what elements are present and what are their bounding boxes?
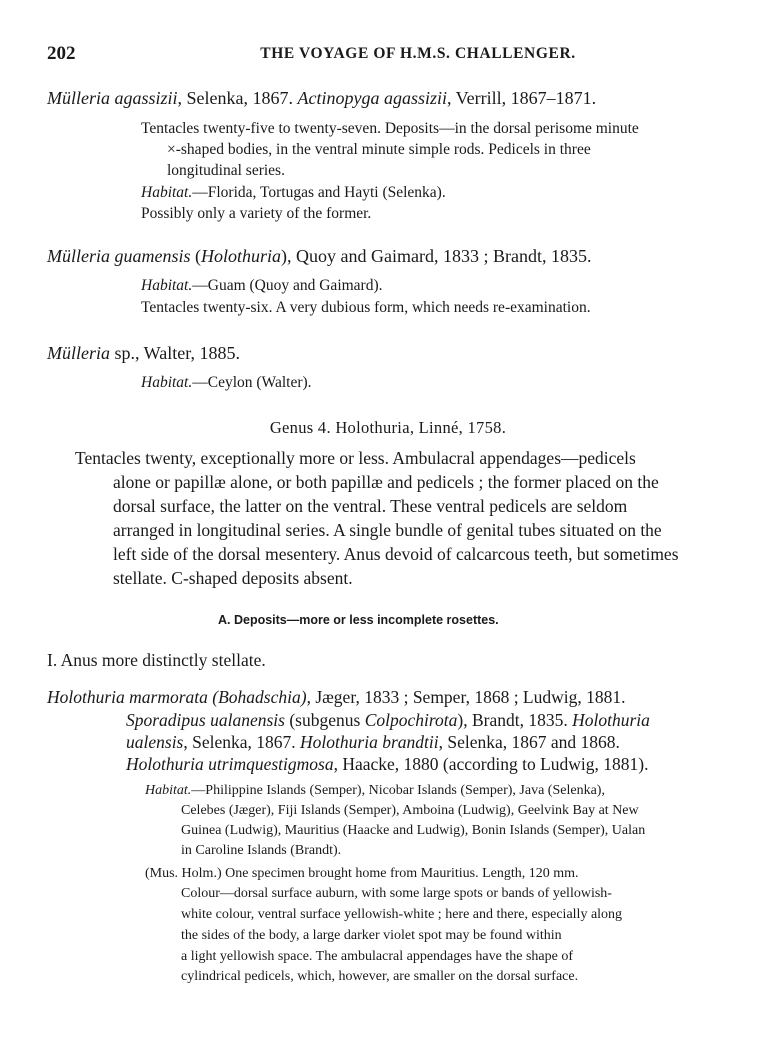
entry-line: longitudinal series. — [167, 162, 285, 179]
specimen-line: Colour—dorsal surface auburn, with some large spots or bands of yellowish- — [181, 886, 612, 901]
synonym-line: Holothuria utrimquestigmosa, Haacke, 1880 (according to Ludwig, 1881). — [126, 754, 649, 774]
habitat-line: Habitat.—Ceylon (Walter). — [141, 374, 312, 391]
genus-line: Tentacles twenty, exceptionally more or less. Ambulacral appendages—pedicels — [75, 448, 636, 468]
species-title: Holothuria marmorata (Bohadschia), Jæger, 1833 ; Semper, 1868 ; Ludwig, 1881. — [47, 687, 626, 707]
synonym-line: Sporadipus ualanensis (subgenus Colpochirota), Brandt, 1835. Holothuria — [126, 710, 650, 730]
entry-note: Possibly only a variety of the former. — [141, 205, 372, 222]
habitat-line: in Caroline Islands (Brandt). — [181, 843, 342, 858]
subsection-heading: I. Anus more distinctly stellate. — [47, 650, 266, 670]
genus-line: stellate. C-shaped deposits absent. — [113, 568, 353, 588]
entry-title-guamensis: Mülleria guamensis (Holothuria), Quoy and Gaimard, 1833 ; Brandt, 1835. — [47, 246, 592, 266]
specimen-line: cylindrical pedicels, which, however, are smaller on the dorsal surface. — [181, 969, 579, 984]
entry-line: Tentacles twenty-five to twenty-seven. Deposits—in the dorsal perisome minute — [141, 120, 639, 137]
entry-title-sp: Mülleria sp., Walter, 1885. — [47, 343, 240, 363]
specimen-line: (Mus. Holm.) One specimen brought home from Mauritius. Length, 120 mm. — [145, 866, 579, 881]
habitat-line: Habitat.—Florida, Tortugas and Hayti (Selenka). — [141, 184, 446, 201]
habitat-line: Celebes (Jæger), Fiji Islands (Semper), Amboina (Ludwig), Geelvink Bay at New — [181, 803, 639, 818]
specimen-line: the sides of the body, a large darker violet spot may be found within — [181, 928, 562, 943]
entry-title-agassizii: Mülleria agassizii, Selenka, 1867. Actinopyga agassizii, Verrill, 1867–1871. — [47, 88, 597, 108]
specimen-line: a light yellowish space. The ambulacral appendages have the shape of — [181, 949, 573, 964]
page-number: 202 — [47, 43, 76, 64]
specimen-line: white colour, ventral surface yellowish-white ; here and there, especially along — [181, 907, 623, 922]
section-heading-a: A. Deposits—more or less incomplete rosettes. — [218, 613, 499, 627]
running-title: THE VOYAGE OF H.M.S. CHALLENGER. — [260, 45, 576, 62]
genus-line: left side of the dorsal mesentery. Anus devoid of calcarcous teeth, but sometimes — [113, 544, 679, 564]
habitat-line: Guinea (Ludwig), Mauritius (Haacke and Ludwig), Bonin Islands (Semper), Ualan — [181, 823, 646, 838]
entry-line: ×-shaped bodies, in the ventral minute simple rods. Pedicels in three — [167, 141, 591, 158]
genus-line: dorsal surface, the latter on the ventral. These ventral pedicels are seldom — [113, 496, 628, 516]
genus-line: arranged in longitudinal series. A single bundle of genital tubes situated on the — [113, 520, 662, 540]
entry-note: Tentacles twenty-six. A very dubious form, which needs re-examination. — [141, 299, 591, 316]
synonym-line: ualensis, Selenka, 1867. Holothuria brandtii, Selenka, 1867 and 1868. — [126, 732, 620, 752]
genus-heading: Genus 4. Holothuria, Linné, 1758. — [269, 418, 507, 437]
habitat-line: Habitat.—Philippine Islands (Semper), Nicobar Islands (Semper), Java (Selenka), — [145, 783, 605, 798]
genus-line: alone or papillæ alone, or both papillæ and pedicels ; the former placed on the — [113, 472, 659, 492]
habitat-line: Habitat.—Guam (Quoy and Gaimard). — [141, 277, 383, 294]
